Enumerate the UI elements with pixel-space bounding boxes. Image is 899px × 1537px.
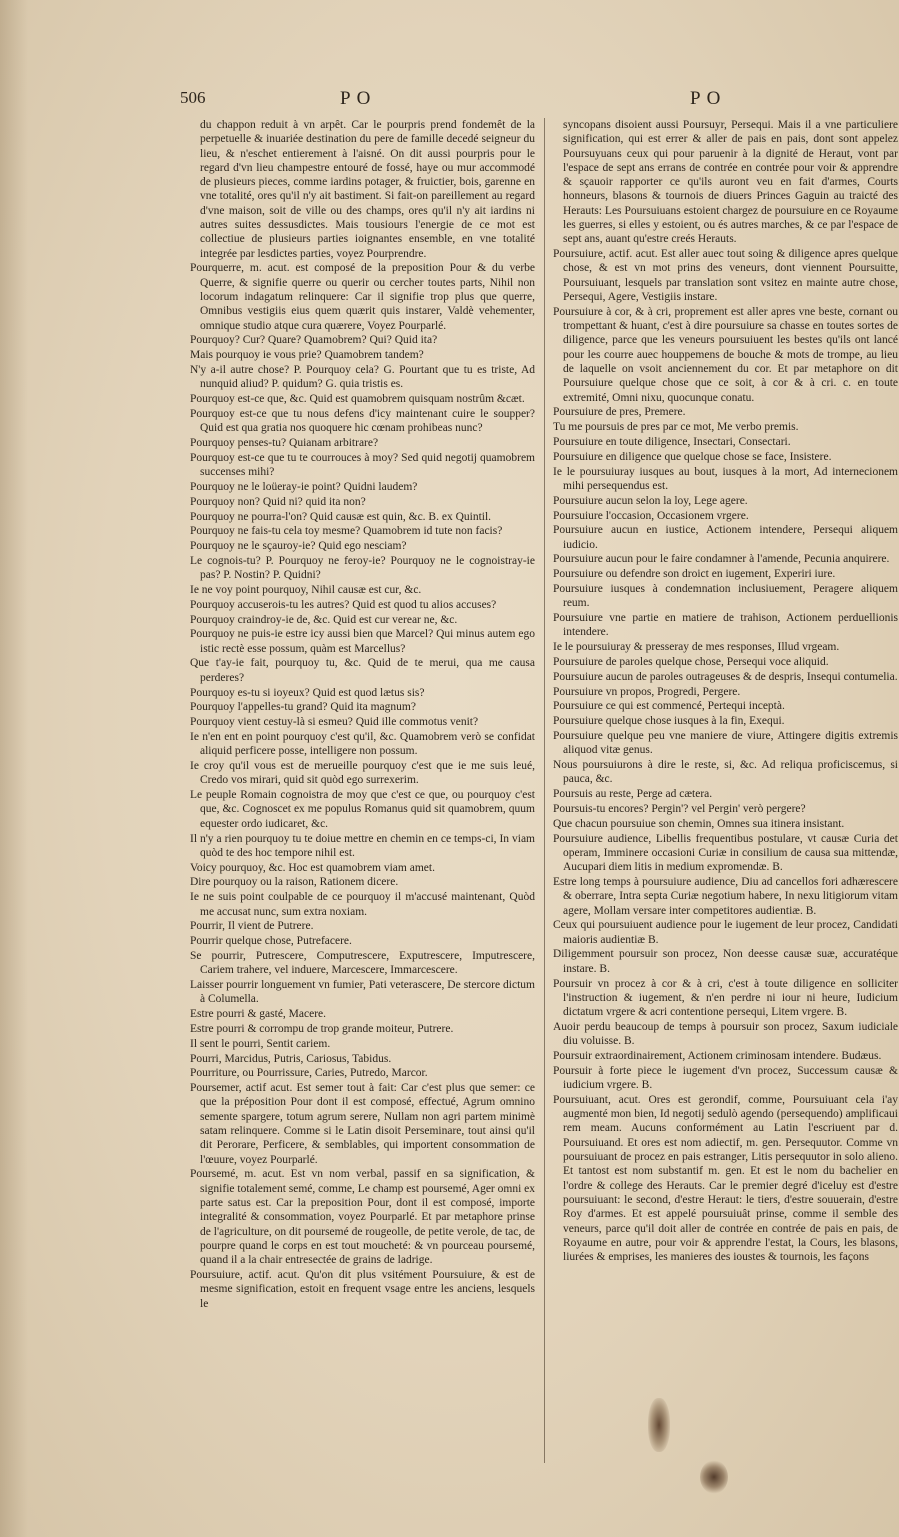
dictionary-entry: Poursuir extraordinairement, Actionem criminosam intendere. Budæus.: [553, 1050, 882, 1062]
dictionary-entry: Poursuiuant, acut. Ores est gerondif, comme, Poursuiuant cela i'ay augmenté mon bien, Id negotij sedulò agendo (persequendo) amplificaui rem meam. Aucuns conformément au Latin l'escriuent par d. Poursuiuand. Et ores est nom adiectif, m. gen. Persequutor. Comme vn poursuiuant de procez en pais estranger, Litis persequutor in solo alieno. Et tantost est nom substantif m. gen. Et est le nom du bachelier en l'ordre & college des Herauts. Car le premier degré d'iceluy est d'estre poursuiuant: le second, d'estre Heraut: le tiers, d'estre souuerain, d'estre Roy d'armes. Et est appelé poursuiuât prinse, comme il semble des veneurs, parce qu'il doit aller de contrée en contrée de pais en pais, de Royaume en autre, pour voir & apprendre l'estat, la Cours, les blasons, liurées & emprises, les manieres des ioustes & tournois, les façons: [553, 1093, 898, 1264]
dictionary-entry: Pourquoy non? Quid ni? quid ita non?: [190, 495, 366, 508]
dictionary-entry: Poursuiure de paroles quelque chose, Persequi voce aliquid.: [553, 655, 829, 668]
dictionary-entry: Estre long temps à poursuiure audience, Diu ad cancellos fori adhærescere & oberrare, Intra septa Curiæ negotium habere, In nexu litigiorum vitam agere, Mollam versare inter competitores audientiæ. B.: [553, 875, 898, 917]
dictionary-entry: Pourrir quelque chose, Putrefacere.: [190, 935, 352, 948]
right-running-head: PO: [690, 88, 727, 109]
dictionary-entry: Pourquoy ne le sçauroy-ie? Quid ego nesciam?: [190, 540, 407, 553]
dictionary-entry: Ie ne voy point pourquoy, Nihil causæ est cur, &c.: [190, 584, 422, 596]
dictionary-entry: Tu me poursuis de pres par ce mot, Me verbo premis.: [553, 421, 799, 434]
dictionary-entry: Pourquoy est-ce que tu te courrouces à moy? Sed quid negotij quamobrem succenses mihi?: [190, 451, 535, 479]
dictionary-entry: Pourquoy es-tu si ioyeux? Quid est quod lætus sis?: [190, 686, 425, 699]
dictionary-entry: Poursemé, m. acut. Est vn nom verbal, passif en sa signification, & signifie totalement semé, comme, Le champ est poursemé, Ager omni ex parte satus est. Car la preposition Pour, dont il est composé, importe integralité & consommation, voyez Pourparlé. Et par metaphore prinse de l'agriculture, on dit poursemé de rougeolle, de petite verole, de tac, de pourpre quand le corps en est tout moucheté: & vn pourceau poursemé, quand il a la chair entresectée de grains de ladrige.: [190, 1168, 535, 1267]
dictionary-entry: N'y a-il autre chose? P. Pourquoy cela? G. Pourtant que tu es triste, Ad nunquid aliud? P. quidum? G. quia tristis es.: [190, 364, 535, 391]
dictionary-entry: Pourquoy vient cestuy-là si esmeu? Quid ille commotus venit?: [190, 716, 479, 729]
dictionary-entry: Poursuiure aucun en iustice, Actionem intendere, Persequi aliquem iudicio.: [553, 524, 898, 551]
dictionary-entry: Estre pourri & gasté, Macere.: [190, 1008, 327, 1021]
dictionary-entry: Poursuiure ou defendre son droict en iugement, Experiri iure.: [553, 568, 836, 581]
dictionary-entry: Poursuiure à cor, & à cri, proprement est aller apres vne beste, cornant ou trompettant & huant, c'est à dire poursuiure sa chasse en toutes sortes de diligence, parce que les veneurs poursuiuent les bestes qu'ils ont lancé pour les courre auec houppemens de bouche & mots de trompe, au lieu de laquelle on vsoit anciennement du cor. Et par metaphore on dit Poursuiure quelque chose que ce soit, à cor & à cri. c. en toute extremité, Omni nixu, quocunque conatu.: [553, 305, 898, 404]
dictionary-entry: Pourquoy penses-tu? Quianam arbitrare?: [190, 437, 379, 450]
dictionary-entry: Le cognois-tu? P. Pourquoy ne feroy-ie? Pourquoy ne le cognoistray-ie pas? P. Nostin? P. Quidni?: [190, 554, 535, 582]
dictionary-entry: Poursuiure, actif. acut. Qu'on dit plus vsitément Poursuiure, & est de mesme signification, estoit en frequent vsage entre les anciens, lesquels le: [190, 1268, 535, 1310]
dictionary-entry: Ie n'en ent en point pourquoy c'est qu'il, &c. Quamobrem verò se confidat aliquid perficere posse, intelligere non possum.: [190, 730, 535, 758]
dictionary-entry: Auoir perdu beaucoup de temps à poursuir son procez, Saxum iudiciale diu voluisse. B.: [553, 1020, 898, 1048]
page-header: [180, 88, 880, 112]
dictionary-entry: Poursuir vn procez à cor & à cri, c'est à toute diligence en solliciter l'instruction & iugement, & n'en perdre ni iour ni heure, Iudicium dictatum vrgere & acri contentione persequi, Litem vrgere. B.: [553, 977, 898, 1019]
dictionary-entry: Pourquoy ne pourra-l'on? Quid causæ est quin, &c. B. ex Quintil.: [190, 510, 492, 523]
page-number: 506: [180, 88, 206, 107]
dictionary-entry: Pourquoy craindroy-ie de, &c. Quid est cur verear ne, &c.: [190, 613, 458, 626]
dictionary-entry: Poursuiure vne partie en matiere de trahison, Actionem perduellionis intendere.: [553, 612, 898, 639]
dictionary-entry: Pourquoy ne puis-ie estre icy aussi bien que Marcel? Qui minus autem ego istic rectè esse possum, quàm est Marcellus?: [190, 628, 535, 655]
dictionary-entry: Dire pourquoy ou la raison, Rationem dicere.: [190, 876, 399, 889]
dictionary-entry: Poursuiure audience, Libellis frequentibus postulare, vt causæ Curia det operam, Imminere occasioni Curiæ in consilium de causa sua mittendæ, Aucupari diem litis in medium expromendæ. B.: [553, 832, 898, 874]
dictionary-entry: Se pourrir, Putrescere, Computrescere, Exputrescere, Imputrescere, Cariem trahere, vel induere, Marcescere, Immarcescere.: [190, 949, 535, 977]
dictionary-entry: Poursuiure quelque peu vne maniere de viure, Attingere digitis extremis aliquod vitæ genus.: [553, 729, 898, 757]
dictionary-entry: syncopans disoient aussi Poursuyr, Persequi. Mais il a vne particuliere signification, qui est errer & aller de pais en pais, dont sont appelez Poursuyuans ceux qui pour paruenir à la dignité de Heraut, vont par l'espace de sept ans errans de contrée en contrée pour voir & apprendre & sçauoir rapporter ce qu'ils auront veu en fait d'armes, Courts honneurs, blasons & tournois de diuers Princes Gaguin au traicté des Herauts: Les Poursuiuans estoient chargez de poursuiure en ce Royaume les guerres, si elles y estoient, ou és autres marches, & ce par l'espace de sept ans, auant qu'estre creés Herauts.: [563, 119, 898, 246]
dictionary-entry: Que chacun poursuiue son chemin, Omnes sua itinera insistant.: [553, 817, 845, 830]
column-divider: [544, 118, 545, 1463]
dictionary-entry: Poursuis-tu encores? Pergin'? vel Pergin' verò pergere?: [553, 802, 806, 815]
dictionary-entry: Diligemment poursuir son procez, Non deesse causæ suæ, accuratéque instare. B.: [553, 948, 898, 975]
dictionary-entry: Poursemer, actif acut. Est semer tout à fait: Car c'est plus que semer: ce que la préposition Pour dont il est composé, effectué, Agrum omnino semente spargere, totum agrum serere, Nullam non agri partem minimè satam relinquere. Comme si le Latin disoit Perseminare, tout ainsi qu'il dit Perorare, Perficere, & semblables, qui importent consommation de l'œuure, voyez Pourparlé.: [190, 1082, 535, 1166]
dictionary-entry: Poursuir à forte piece le iugement d'vn procez, Successum causæ & iudicium vrgere. B.: [553, 1064, 898, 1092]
dictionary-entry: Poursuiure quelque chose iusques à la fin, Exequi.: [553, 715, 785, 728]
right-column: [553, 118, 898, 1265]
dictionary-entry: Poursuiure l'occasion, Occasionem vrgere.: [553, 509, 749, 522]
dictionary-entry: Il sent le pourri, Sentit cariem.: [190, 1037, 331, 1050]
dictionary-entry: Il n'y a rien pourquoy tu te doiue mettre en chemin en ce temps-ci, In viam quòd te des hoc tempore nihil est.: [190, 832, 535, 859]
dictionary-entry: Poursuiure ce qui est commencé, Pertequi inceptà.: [553, 700, 785, 713]
dictionary-entry: Que t'ay-ie fait, pourquoy tu, &c. Quid de te merui, qua me causa perderes?: [190, 657, 535, 684]
dictionary-entry: Poursuiure aucun selon la loy, Lege agere.: [553, 494, 748, 507]
dictionary-entry: Pourriture, ou Pourrissure, Caries, Putredo, Marcor.: [190, 1067, 428, 1080]
dictionary-entry: Voicy pourquoy, &c. Hoc est quamobrem viam amet.: [190, 861, 435, 874]
dictionary-entry: Poursuiure aucun pour le faire condamner à l'amende, Pecunia anquirere.: [553, 553, 890, 566]
dictionary-entry: Laisser pourrir longuement vn fumier, Pati veterascere, De stercore dictum à Columella.: [190, 979, 535, 1006]
dictionary-entry: Pourri, Marcidus, Putris, Cariosus, Tabidus.: [190, 1052, 392, 1065]
dictionary-entry: Pourrir, Il vient de Putrere.: [190, 920, 314, 933]
dictionary-entry: Poursuiure de pres, Premere.: [553, 406, 686, 419]
dictionary-entry: du chappon reduit à vn arpêt. Car le pourpris prend fondemêt de la perpetuelle & inuariée destination du pere de famille decedé seigneur du lieu, & n'eschet entierement à l'aisné. On dit aussi pourpris pour le regard d'vn lieu champestre entouré de fossé, haye ou mur accommodé de plusieurs pieces, comme iardins potager, & fruictier, bois, garenne en vne totalité, ores qu'il n'y ait bastiment. Si fait-on pareillement au regard d'vne maison, soit de ville ou des champs, ores qu'il n'y ait iardins ni autres suites dessusdictes. Mais tousiours l'energie de ce mot est collectiue de plusieurs parties ioignantes ensemble, en vne totalité integrée par lesdictes parties, voyez Pourprendre.: [200, 119, 535, 260]
ink-stain: [700, 1460, 728, 1494]
page-gutter: [0, 0, 28, 1537]
dictionary-entry: Ie le poursuiuray iusques au bout, iusques à la mort, Ad internecionem mihi persequendus est.: [553, 465, 898, 492]
dictionary-entry: Poursuiure vn propos, Progredi, Pergere.: [553, 685, 741, 698]
dictionary-entry: Poursuiure aucun de paroles outrageuses & de despris, Insequi contumelia.: [553, 670, 898, 683]
dictionary-entry: Estre pourri & corrompu de trop grande moiteur, Putrere.: [190, 1022, 454, 1035]
dictionary-entry: Ie ne suis point coulpable de ce pourquoy il m'accusé maintenant, Quòd me accusat nunc, sum extra noxiam.: [190, 891, 535, 918]
dictionary-entry: Pourquoy accuserois-tu les autres? Quid est quod tu alios accuses?: [190, 598, 497, 611]
dictionary-entry: Pourquoy ne le loüeray-ie point? Quidni laudem?: [190, 480, 418, 493]
dictionary-entry: Ie croy qu'il vous est de merueille pourquoy c'est que ie me suis leué, Credo vos mirari, quid sit quòd ego surrexerim.: [190, 760, 535, 787]
dictionary-entry: Ie le poursuiuray & presseray de mes responses, Illud vrgeam.: [553, 641, 840, 654]
dictionary-entry: Pourquoy ne fais-tu cela toy mesme? Quamobrem id tute non facis?: [190, 525, 503, 538]
dictionary-entry: Le peuple Romain cognoistra de moy que c'est ce que, ou pourquoy c'est que, &c. Cognoscet ex me populus Romanus quid sit quamobrem, quum equester ordo iudicaret, &c.: [190, 789, 535, 830]
left-running-head: PO: [340, 88, 377, 109]
dictionary-entry: Poursuiure en toute diligence, Insectari, Consectari.: [553, 436, 791, 449]
dictionary-entry: Poursuis au reste, Perge ad cætera.: [553, 788, 713, 801]
dictionary-entry: Mais pourquoy ie vous prie? Quamobrem tandem?: [190, 349, 424, 362]
dictionary-entry: Pourquoy est-ce que tu nous defens d'icy maintenant cuire le soupper? Quid est qua gratia nos quoquere hic cœnam prohibeas nunc?: [190, 407, 535, 435]
dictionary-entry: Pourquoy? Cur? Quare? Quamobrem? Qui? Quid ita?: [190, 334, 438, 347]
left-column: [190, 118, 535, 1311]
dictionary-entry: Nous poursuiurons à dire le reste, si, &c. Ad reliqua proficiscemus, si pauca, &c.: [553, 759, 898, 786]
dictionary-entry: Pourquoy l'appelles-tu grand? Quid ita magnum?: [190, 701, 416, 714]
dictionary-entry: Pourquoy est-ce que, &c. Quid est quamobrem quisquam nostrûm &cæt.: [190, 393, 525, 406]
ink-stain: [648, 1398, 670, 1452]
dictionary-entry: Poursuiure iusques à condemnation inclusiuement, Peragere aliquem reum.: [553, 583, 898, 610]
dictionary-entry: Pourquerre, m. acut. est composé de la preposition Pour & du verbe Querre, & signifie querre ou querir ou cercher toutes parts, Nihil non locorum indagatum relinquere: Car il signifie trop plus que querre, Omnibus vestigiis eius quem quærit quis instarer, Valdè vehementer, omnique studio atque cura quærere, Voyez Pourparlé.: [190, 262, 535, 332]
dictionary-entry: Poursuiure en diligence que quelque chose se face, Insistere.: [553, 450, 832, 463]
dictionary-entry: Poursuiure, actif. acut. Est aller auec tout soing & diligence apres quelque chose, & est vn mot prins des veneurs, dont viennent Poursuitte, Poursuiuant, lesquels par translation sont vsitez en mainte autre chose, Persequi, Agere, Vestigiis instare.: [553, 248, 898, 304]
dictionary-entry: Ceux qui poursuiuent audience pour le iugement de leur procez, Candidati maioris audientiæ B.: [553, 919, 898, 946]
